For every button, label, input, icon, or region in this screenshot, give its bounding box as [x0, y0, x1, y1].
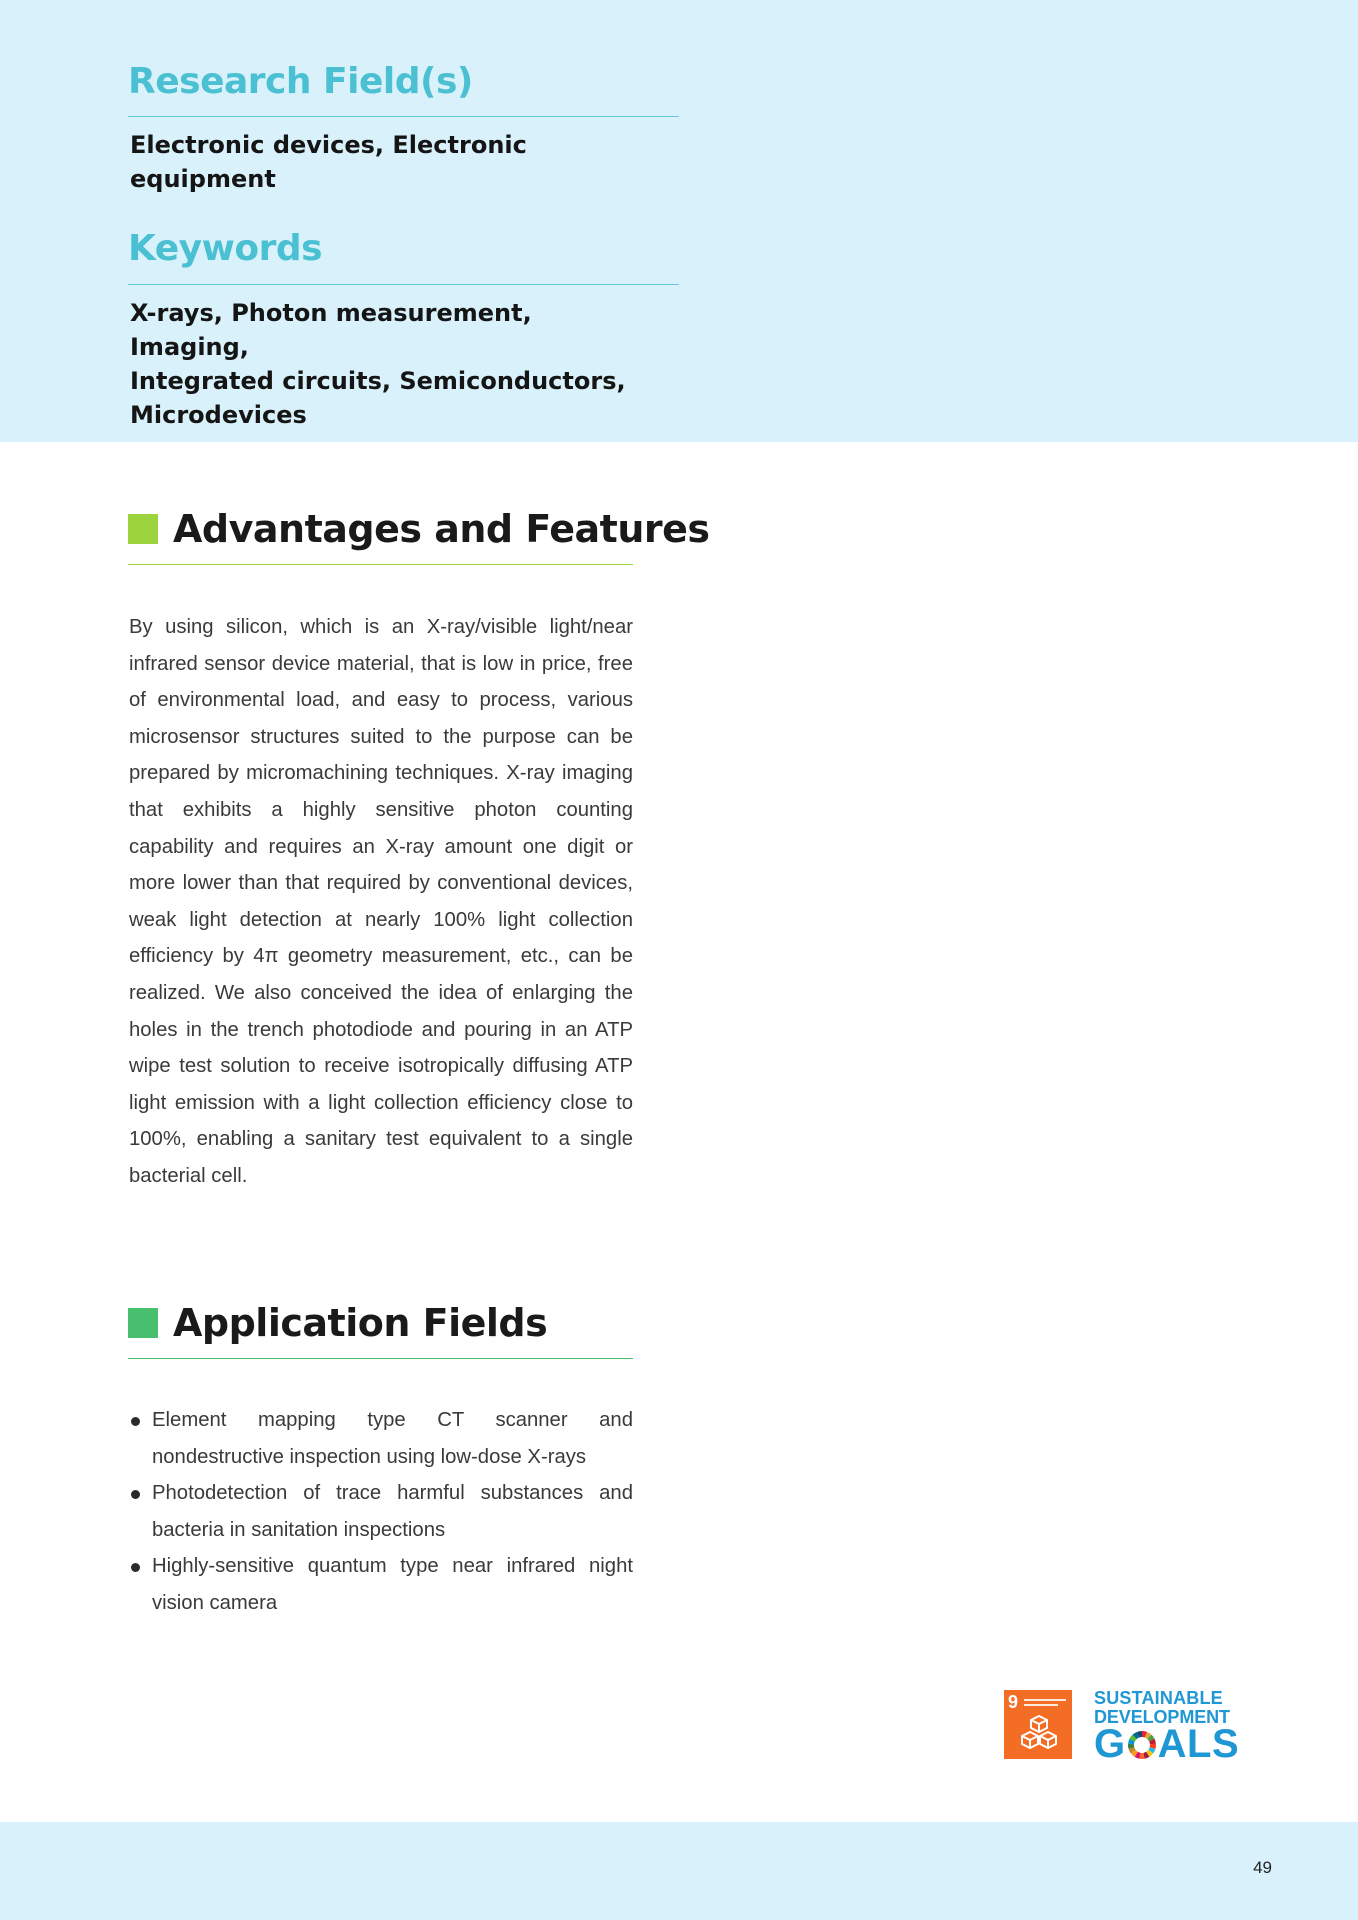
list-item: [129, 1475, 633, 1548]
sdg-goals-prefix: G: [1094, 1722, 1126, 1766]
keywords-rule: [128, 284, 679, 285]
research-fields-value: Electronic devices, Electronic equipment: [130, 131, 527, 193]
footer-band: [0, 1822, 1358, 1920]
research-fields-rule: [128, 116, 679, 117]
bullet-icon: [131, 1490, 140, 1499]
list-item: [129, 1402, 633, 1475]
sdg-wordmark-line2: DEVELOPMENT: [1094, 1707, 1230, 1727]
list-item: [129, 1548, 633, 1621]
application-fields-heading: [128, 1298, 547, 1348]
advantages-body: By using silicon, which is an X-ray/visible light/near infrared sensor device material, that is low in price, free of environmental load, and easy to process, various microsensor structures suited to the purpose can be prepared by micromachining techniques. X-ray imaging that exhibits a highly sensitive photon counting capability and requires an X-ray amount one digit or more lower than that required by conventional devices, weak light detection at nearly 100% light collection efficiency by 4π geometry measurement, etc., can be realized. We also conceived the idea of enlarging the holes in the trench photodiode and pouring in an ATP wipe test solution to receive isotropically diffusing ATP light emission with a light collection efficiency close to 100%, enabling a sanitary test equivalent to a single bacterial cell.: [129, 616, 633, 1187]
list-item-text: Photodetection of trace harmful substances and bacteria in sanitation inspections: [152, 1482, 633, 1541]
advantages-title: Advantages and Features: [173, 507, 710, 551]
keywords-line: Integrated circuits, Semiconductors,: [130, 367, 626, 395]
sdg-goal-9-badge: [1004, 1690, 1072, 1759]
list-item-text: Highly-sensitive quantum type near infrared night vision camera: [152, 1555, 633, 1614]
keywords-value: [130, 296, 650, 432]
industry-innovation-cubes-icon: [1018, 1714, 1060, 1754]
section-marker-square: [128, 514, 158, 544]
application-fields-rule: [128, 1358, 633, 1359]
keywords-line: Microdevices: [130, 401, 307, 429]
advantages-heading: [128, 504, 710, 554]
sdg-wordmark-line1: SUSTAINABLE: [1094, 1688, 1223, 1708]
bullet-icon: [131, 1417, 140, 1426]
page-number: 49: [1253, 1858, 1272, 1877]
keywords-heading: Keywords: [128, 228, 323, 269]
keywords-line: X-rays, Photon measurement, Imaging,: [130, 299, 532, 361]
list-item-text: Element mapping type CT scanner and nondestructive inspection using low-dose X-rays: [152, 1409, 633, 1468]
sdg-goal-number: 9: [1008, 1692, 1019, 1712]
section-marker-square: [128, 1308, 158, 1338]
research-fields-heading: Research Field(s): [128, 61, 473, 102]
advantages-rule: [128, 564, 633, 565]
bullet-icon: [131, 1563, 140, 1572]
sdg-goal-caption-marks: [1024, 1698, 1068, 1708]
sdg-goals-suffix: ALS: [1157, 1722, 1240, 1766]
sdg-wordmark-goals: [1094, 1722, 1239, 1766]
application-fields-list: [129, 1402, 633, 1622]
application-fields-title: Application Fields: [173, 1301, 548, 1345]
sdg-wheel-icon: [1127, 1730, 1157, 1760]
